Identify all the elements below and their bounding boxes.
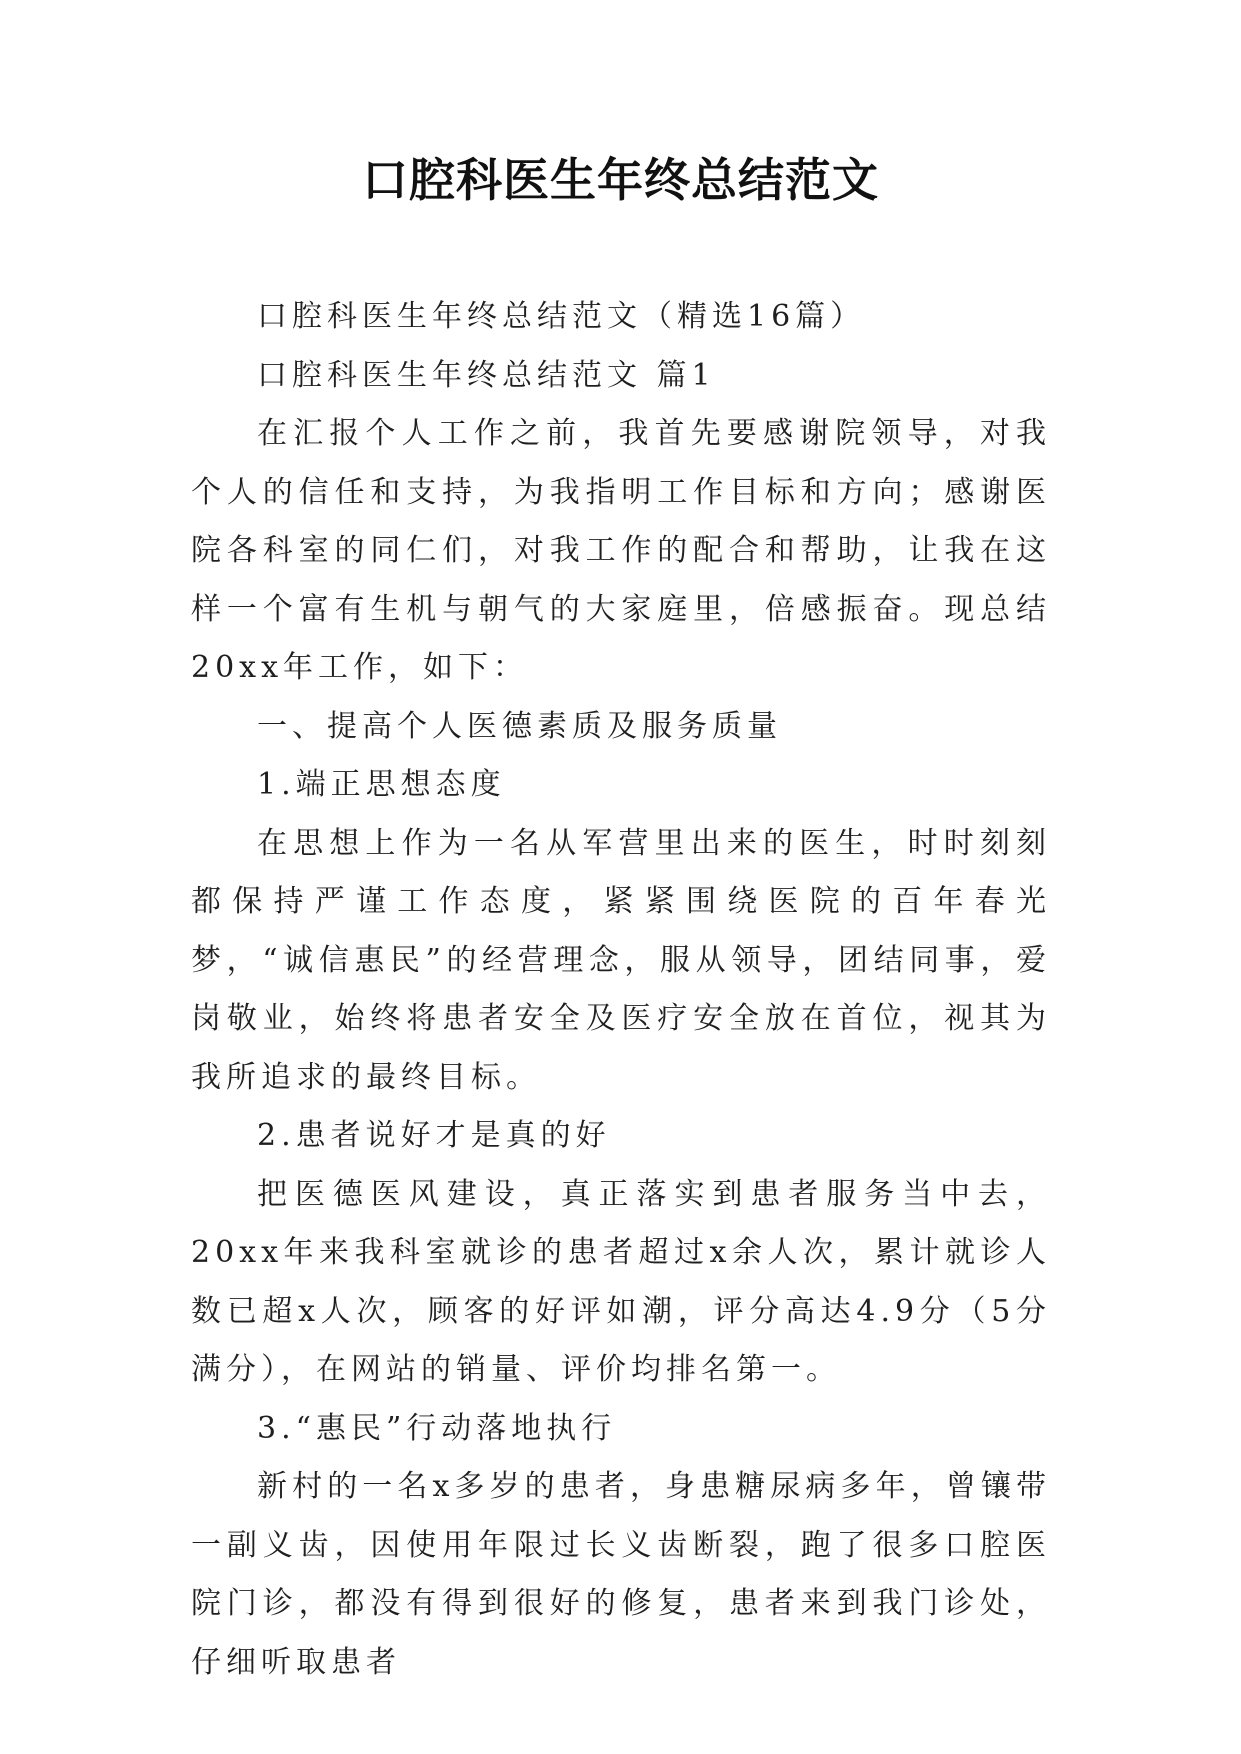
- paragraph: 在思想上作为一名从军营里出来的医生，时时刻刻都保持严谨工作态度，紧紧围绕医院的百年春光梦，“诚信惠民”的经营理念，服从领导，团结同事，爱岗敬业，始终将患者安全及医疗安全放在首位，视其为我所追求的最终目标。: [191, 825, 1051, 1095]
- paragraph-subheading: 1.端正思想态度: [257, 767, 506, 802]
- paragraph-section-heading: 口腔科医生年终总结范文 篇1: [257, 357, 716, 393]
- paragraph: 在汇报个人工作之前，我首先要感谢院领导，对我个人的信任和支持，为我指明工作目标和方向；感谢医院各科室的同仁们，对我工作的配合和帮助，让我在这样一个富有生机与朝气的大家庭里，倍感振奋。现总结20xx年工作，如下：: [191, 416, 1051, 685]
- paragraph-subheading: 3.“惠民”行动落地执行: [257, 1410, 617, 1446]
- paragraph-subheading: 2.患者说好才是真的好: [257, 1118, 611, 1153]
- paragraph: 把医德医风建设，真正落实到患者服务当中去，20xx年来我科室就诊的患者超过x余人次，累计就诊人数已超x人次，顾客的好评如潮，评分高达4.9分（5分满分），在网站的销量、评价均排名第一。: [191, 1176, 1051, 1387]
- document-body: [191, 288, 1051, 1692]
- document-title: 口腔科医生年终总结范文: [362, 153, 879, 207]
- paragraph-heading: 一、提高个人医德素质及服务质量: [257, 708, 782, 744]
- paragraph-subtitle: 口腔科医生年终总结范文（精选16篇）: [257, 299, 866, 334]
- paragraph: 新村的一名x多岁的患者，身患糖尿病多年，曾镶带一副义齿，因使用年限过长义齿断裂，跑了很多口腔医院门诊，都没有得到很好的修复，患者来到我门诊处，仔细听取患者: [191, 1469, 1051, 1680]
